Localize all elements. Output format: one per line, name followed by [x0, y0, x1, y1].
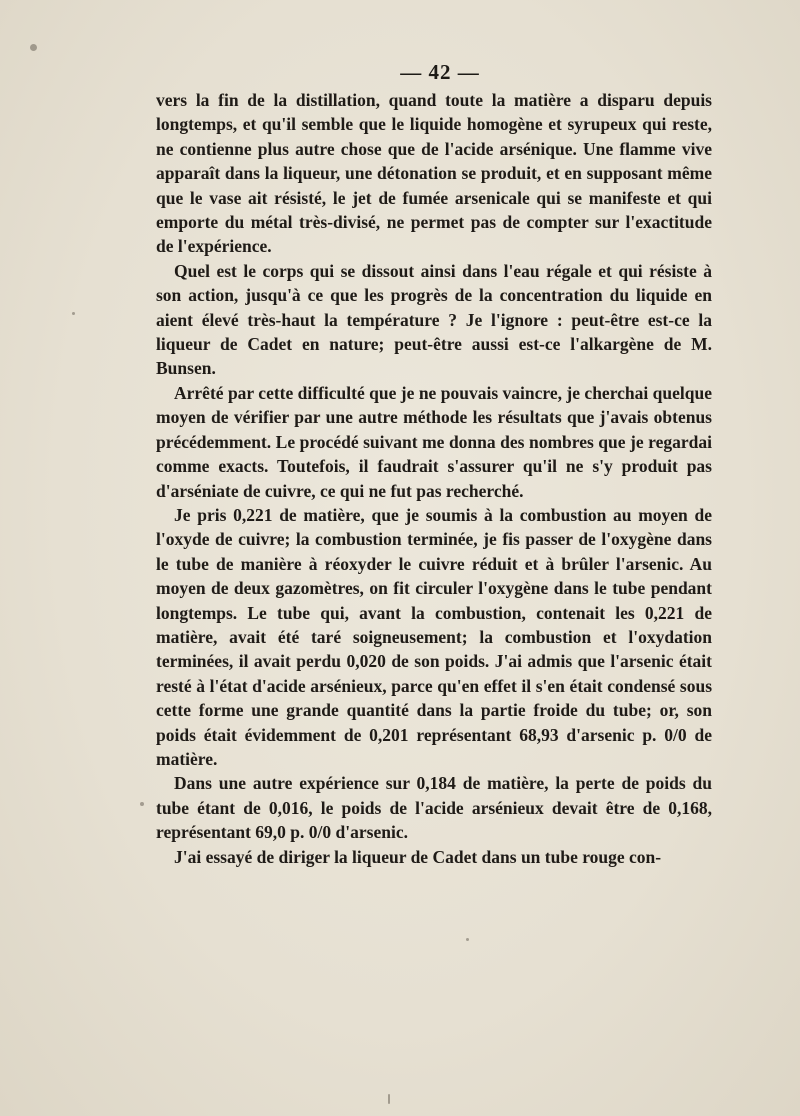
paragraph-autre-experience: Dans une autre expérience sur 0,184 de matière, la perte de poids du tube étant de 0,016, le poids de l'acide arsénieux devait être de 0,168, représentant 69,0 p. 0/0 d'arsenic.	[156, 773, 712, 843]
paragraph-autre-methode: Arrêté par cette difficulté que je ne pouvais vaincre, je cherchai quelque moyen de vérifier par une autre méthode les résultats que j'avais obtenus précédemment. Le procédé suivant me donna des nombres que je regardai comme exacts. Toutefois, il faudrait s'assurer qu'il ne s'y produit pas d'arséniate de cuivre, ce qui ne fut pas recherché.	[156, 382, 712, 501]
body-text	[156, 88, 712, 869]
page-number: — 42 —	[400, 60, 480, 84]
paper-speck	[30, 44, 37, 51]
paper-speck	[140, 802, 144, 806]
paragraph-tube-rouge: J'ai essayé de diriger la liqueur de Cadet dans un tube rouge con-	[174, 846, 662, 867]
paper-speck	[466, 938, 469, 941]
paragraph-eau-regale: Quel est le corps qui se dissout ainsi dans l'eau régale et qui résiste à son action, jusqu'à ce que les progrès de la concentration du liquide en aient élevé très-haut la température ? Je l'ignore : peut-être est-ce la liqueur de Cadet en nature; peut-être aussi est-ce l'alkargène de M. Bunsen.	[156, 260, 712, 379]
paragraph-distillation: vers la fin de la distillation, quand toute la matière a disparu depuis longtemps, et qu'il semble que le liquide homogène et syrupeux qui reste, ne contienne plus autre chose que de l'acide arsénique. Une flamme vive apparaît dans la liqueur, une détonation se produit, et en supposant même que le vase ait résisté, le jet de fumée arsenicale qui se manifeste et qui emporte du métal très-divisé, ne permet pas de compter sur l'exactitude de l'expérience.	[156, 90, 712, 257]
paper-speck	[72, 312, 75, 315]
paragraph-combustion: Je pris 0,221 de matière, que je soumis à la combustion au moyen de l'oxyde de cuivre; la combustion terminée, je fis passer de l'oxygène dans le tube de manière à réoxyder le cuivre réduit et à brûler l'arsenic. Au moyen de deux gazomètres, on fit circuler l'oxygène dans le tube pendant longtemps. Le tube qui, avant la combustion, contenait les 0,221 de matière, avait été taré soigneusement; la combustion et l'oxydation terminées, il avait perdu 0,020 de son poids. J'ai admis que l'arsenic était resté à l'état d'acide arsénieux, parce qu'en effet il s'en était condensé sous cette forme une grande quantité dans la partie froide du tube; or, son poids était évidemment de 0,201 représentant 68,93 d'arsenic p. 0/0 de matière.	[156, 504, 712, 769]
paper-speck	[388, 1094, 390, 1104]
